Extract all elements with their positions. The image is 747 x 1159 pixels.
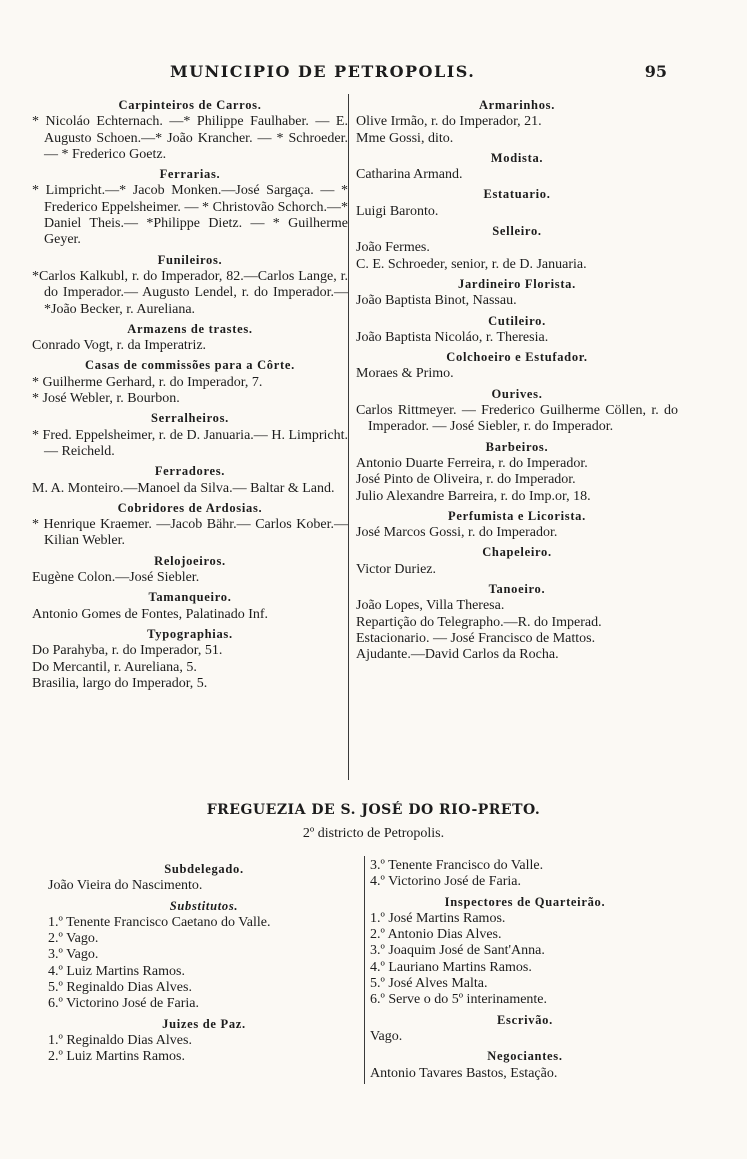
directory-entry: C. E. Schroeder, senior, r. de D. Januaria.: [356, 256, 587, 272]
directory-entry: 3.º Joaquim José de Sant'Anna.: [370, 943, 545, 959]
directory-entry: Julio Alexandre Barreira, r. do Imp.or, 18.: [356, 488, 591, 504]
directory-entry: Antonio Duarte Ferreira, r. do Imperador.: [356, 455, 588, 471]
directory-entry: Luigi Baronto.: [356, 203, 439, 219]
directory-entry: * Guilherme Gerhard, r. do Imperador, 7.: [32, 374, 263, 390]
directory-entry: *Carlos Kalkubl, r. do Imperador, 82.—Carlos Lange, r. do Imperador.— Augusto Lendel, r. do Imperador.—*João Becker, r. Aureliana.: [32, 268, 348, 317]
category-heading: Serralheiros.: [151, 411, 229, 426]
category-heading: Funileiros.: [157, 252, 223, 267]
page-header: [0, 62, 747, 86]
directory-entry: Mme Gossi, dito.: [356, 130, 454, 146]
category-heading: Barbeiros.: [485, 439, 549, 454]
directory-entry: Catharina Armand.: [356, 167, 463, 183]
directory-entry: 2.º Vago.: [48, 931, 99, 947]
category-heading: Negociantes.: [487, 1049, 563, 1064]
directory-entry: Antonio Tavares Bastos, Estação.: [370, 1065, 558, 1081]
category-heading: Subdelegado.: [164, 862, 244, 876]
directory-entry: Carlos Rittmeyer. — Frederico Guilherme Cöllen, r. do Imperador. — José Siebler, r. do Imperador.: [356, 403, 678, 435]
directory-entry: Victor Duriez.: [356, 561, 437, 577]
category-heading: Chapeleiro.: [482, 545, 552, 560]
directory-entry: João Vieira do Nascimento.: [48, 878, 203, 894]
directory-entry: * Limpricht.—* Jacob Monken.—José Sargaça. — * Frederico Eppelsheimer. — * Christovão Schorch.—* Daniel Theis.— *Philippe Dietz. — * Guilherme Geyer.: [32, 183, 348, 248]
directory-entry: 3.º Vago.: [48, 947, 99, 963]
category-heading: Cutileiro.: [488, 313, 546, 328]
section-title: FREGUEZIA DE S. JOSÉ DO RIO-PRETO.: [206, 802, 541, 818]
column-divider: [348, 94, 349, 780]
category-heading: Selleiro.: [492, 224, 542, 239]
category-heading: Ferradores.: [154, 464, 226, 479]
directory-entry: João Baptista Nicoláo, r. Theresia.: [356, 329, 549, 345]
directory-entry: José Marcos Gossi, r. do Imperador.: [356, 525, 558, 541]
directory-entry: 4.º Lauriano Martins Ramos.: [370, 959, 532, 975]
directory-entry: 1.º José Martins Ramos.: [370, 910, 506, 926]
page-number: 95: [644, 62, 667, 81]
directory-entry: * Nicoláo Echternach. —* Philippe Faulhaber. — E. Augusto Schoen.—* João Krancher. — * Schroeder. — * Frederico Goetz.: [32, 114, 348, 162]
directory-entry: 5.º José Alves Malta.: [370, 976, 488, 992]
category-heading: Escrivão.: [497, 1012, 553, 1027]
directory-entry: 5.º Reginaldo Dias Alves.: [48, 980, 192, 996]
category-heading: Cobridores de Ardosias.: [117, 500, 263, 515]
page-title: MUNICIPIO DE PETROPOLIS.: [170, 62, 476, 81]
directory-entry: João Fermes.: [356, 240, 430, 256]
directory-entry: Eugène Colon.—José Siebler.: [32, 570, 200, 586]
directory-entry: 1.º Tenente Francisco Caetano do Valle.: [48, 914, 271, 930]
right-column: [356, 94, 678, 664]
category-heading: Armazens de trastes.: [127, 321, 253, 336]
category-heading: Jardineiro Florista.: [458, 276, 576, 291]
directory-entry: * José Webler, r. Bourbon.: [32, 391, 180, 407]
directory-entry: Olive Irmão, r. do Imperador, 21.: [356, 114, 542, 130]
directory-entry: Brasilia, largo do Imperador, 5.: [32, 675, 208, 691]
directory-entry: 2.º Antonio Dias Alves.: [370, 927, 502, 943]
directory-entry: João Lopes, Villa Theresa.: [356, 598, 505, 614]
directory-entry: * Henrique Kraemer. —Jacob Bähr.— Carlos Kober.—Kilian Webler.: [32, 517, 348, 549]
directory-entry: M. A. Monteiro.—Manoel da Silva.— Baltar & Land.: [32, 480, 335, 496]
directory-entry: Estacionario. — José Francisco de Mattos.: [356, 630, 596, 646]
directory-entry: Ajudante.—David Carlos da Rocha.: [356, 647, 559, 663]
category-heading: Ourives.: [491, 386, 543, 401]
directory-entry: 2.º Luiz Martins Ramos.: [48, 1049, 185, 1065]
directory-entry: 4.º Victorino José de Faria.: [370, 874, 521, 890]
directory-entry: 6.º Victorino José de Faria.: [48, 996, 199, 1012]
directory-entry: Moraes & Primo.: [356, 366, 454, 382]
category-heading: Substitutos.: [169, 898, 239, 913]
directory-entry: José Pinto de Oliveira, r. do Imperador.: [356, 472, 576, 488]
directory-entry: Repartição do Telegrapho.—R. do Imperad.: [356, 614, 602, 630]
left-column: [32, 94, 348, 692]
category-heading: Carpinteiros de Carros.: [118, 98, 262, 112]
category-heading: Colchoeiro e Estufador.: [446, 350, 588, 365]
directory-entry: 6.º Serve o do 5º interinamente.: [370, 992, 548, 1008]
directory-entry: Conrado Vogt, r. da Imperatriz.: [32, 338, 207, 354]
category-heading: Armarinhos.: [478, 98, 556, 112]
category-heading: Typographias.: [147, 626, 233, 641]
section-subtitle: 2º districto de Petropolis.: [302, 826, 445, 841]
directory-entry: 1.º Reginaldo Dias Alves.: [48, 1032, 192, 1048]
category-heading: Relojoeiros.: [154, 553, 226, 568]
category-heading: Tanoeiro.: [488, 582, 546, 597]
category-heading: Perfumista e Licorista.: [448, 508, 586, 523]
category-heading: Ferrarias.: [159, 167, 221, 182]
directory-entry: 3.º Tenente Francisco do Valle.: [370, 858, 544, 873]
bottom-left-column: [48, 858, 360, 1066]
directory-entry: Vago.: [370, 1028, 403, 1044]
category-heading: Juizes de Paz.: [162, 1016, 246, 1031]
category-heading: Inspectores de Quarteirão.: [444, 894, 606, 909]
directory-entry: João Baptista Binot, Nassau.: [356, 293, 517, 309]
category-heading: Estatuario.: [483, 187, 551, 202]
directory-entry: 4.º Luiz Martins Ramos.: [48, 963, 185, 979]
category-heading: Tamanqueiro.: [148, 590, 232, 605]
directory-entry: Antonio Gomes de Fontes, Palatinado Inf.: [32, 606, 269, 622]
directory-entry: Do Mercantil, r. Aureliana, 5.: [32, 659, 197, 675]
bottom-column-divider: [364, 856, 365, 1084]
category-heading: Modista.: [490, 150, 544, 165]
directory-entry: Do Parahyba, r. do Imperador, 51.: [32, 643, 223, 659]
category-heading: Casas de commissões para a Côrte.: [85, 358, 295, 373]
directory-entry: * Fred. Eppelsheimer, r. de D. Januaria.— H. Limpricht. — Reicheld.: [32, 427, 348, 459]
bottom-right-column: [370, 858, 680, 1082]
